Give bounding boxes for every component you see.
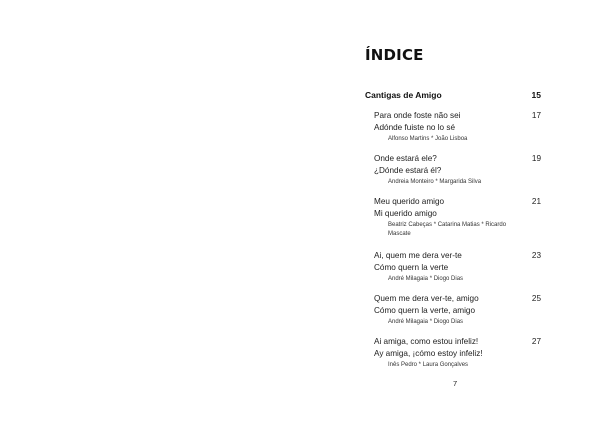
entry-page-number: 21 — [531, 197, 541, 206]
entry-page-number: 17 — [531, 111, 541, 120]
section-label: Cantigas de Amigo — [365, 90, 442, 100]
entry-title-pt: Quem me dera ver-te, amigo — [374, 294, 479, 303]
entry-title-pt: Para onde foste não sei — [374, 111, 461, 120]
index-entry — [374, 250, 541, 284]
entry-title-es: ¿Dónde estará él? — [374, 166, 442, 175]
index-entry — [374, 336, 541, 370]
entry-title-es: Cómo quern la verte — [374, 263, 449, 272]
entry-authors: Inês Pedro * Laura Gonçalves — [388, 362, 469, 368]
entry-authors: André Milagaia * Diogo Dias — [388, 276, 464, 282]
entry-title-pt: Ai amiga, como estou infeliz! — [374, 337, 479, 346]
entry-title-es: Mi querido amigo — [374, 209, 437, 218]
index-entry — [374, 293, 541, 327]
entry-title-es: Cómo quern la verte, amigo — [374, 306, 476, 315]
entry-authors: André Milagaia * Diogo Dias — [388, 319, 464, 325]
entry-title-pt: Meu querido amigo — [374, 197, 445, 206]
entry-title-pt: Onde estará ele? — [374, 154, 437, 163]
entry-title-es: Adónde fuiste no lo sé — [374, 123, 456, 132]
entry-page-number: 23 — [531, 251, 541, 260]
index-entry — [374, 110, 541, 144]
entry-authors: Alfonso Martins * João Lisboa — [388, 136, 468, 142]
entry-title-pt: Ai, quem me dera ver-te — [374, 251, 462, 260]
section-page-number: 15 — [531, 90, 541, 100]
index-entry — [374, 196, 541, 239]
entry-page-number: 27 — [531, 337, 541, 346]
entry-authors: Andreia Monteiro * Margarida Silva — [388, 179, 482, 185]
entry-page-number: 25 — [531, 294, 541, 303]
entry-page-number: 19 — [531, 154, 541, 163]
index-title: ÍNDICE — [365, 46, 424, 64]
section-row — [365, 90, 541, 104]
entry-title-es: Ay amiga, ¡cómo estoy infeliz! — [374, 349, 483, 358]
entry-authors: Beatriz Cabeças * Catarina Matias * Ricardo Mascate — [388, 222, 507, 237]
page-number-footer: 7 — [453, 379, 458, 388]
index-entry — [374, 153, 541, 187]
